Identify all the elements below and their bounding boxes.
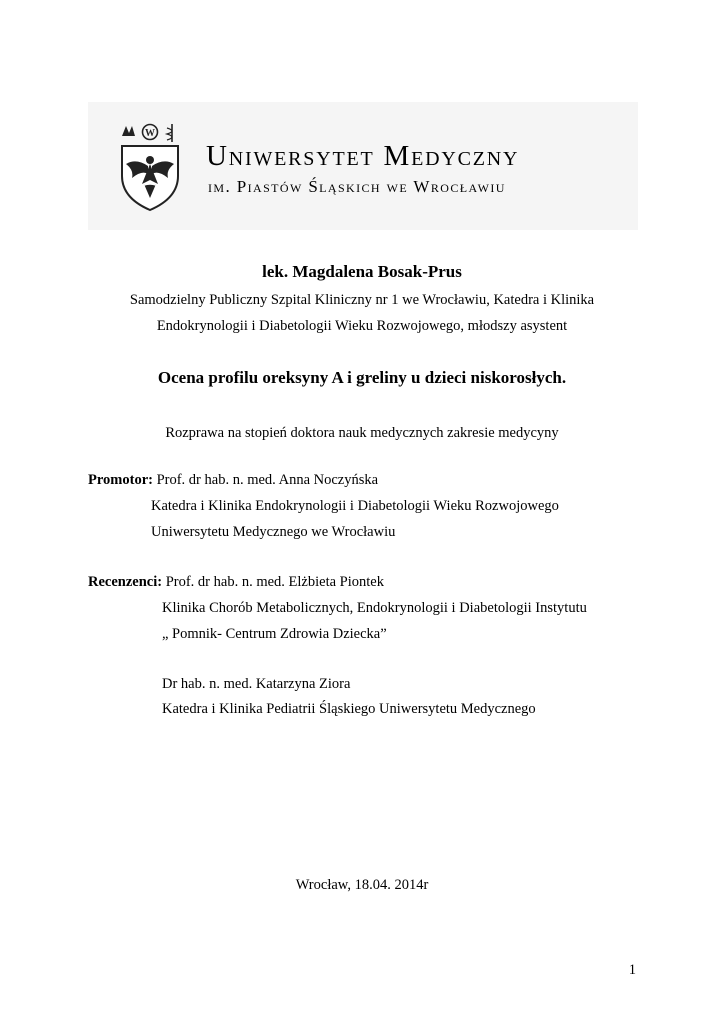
promotor-name: Prof. dr hab. n. med. Anna Noczyńska [152,472,379,488]
thesis-title: Ocena profilu oreksyny A i greliny u dzieci niskorosłych. [157,368,567,387]
reviewers-line [88,574,384,591]
reviewer-2-name: Dr hab. n. med. Katarzyna Ziora [162,676,351,692]
reviewer-1-name: Prof. dr hab. n. med. Elżbieta Piontek [162,574,384,590]
place-date: Wrocław, 18.04. 2014r [295,877,429,893]
university-crest-icon [116,122,184,212]
university-name: Uniwersytet Medyczny [206,140,520,172]
page-number: 1 [628,962,636,978]
reviewers-label: Recenzenci: [88,574,163,590]
promotor-line [88,472,378,489]
university-logo-banner [88,102,638,230]
reviewer-1-institute: „ Pomnik- Centrum Zdrowia Dziecka” [162,626,387,642]
reviewer-1-department: Klinika Chorób Metabolicznych, Endokrynologii i Diabetologii Instytutu [162,600,587,616]
promotor-university: Uniwersytetu Medycznego we Wrocławiu [151,524,396,540]
crest-letter: W [145,128,155,139]
university-subname: im. Piastów Śląskich we Wrocławiu [208,177,506,196]
affiliation-line-2: Endokrynologii i Diabetologii Wieku Rozwojowego, młodszy asystent [156,318,568,334]
thesis-subtitle: Rozprawa na stopień doktora nauk medycznych zakresie medycyny [165,425,559,441]
author-name: lek. Magdalena Bosak-Prus [262,262,462,281]
affiliation-line-1: Samodzielny Publiczny Szpital Kliniczny nr 1 we Wrocławiu, Katedra i Klinika [129,292,595,308]
reviewer-2-department: Katedra i Klinika Pediatrii Śląskiego Uniwersytetu Medycznego [162,701,536,717]
promotor-label: Promotor: [88,472,153,488]
promotor-department: Katedra i Klinika Endokrynologii i Diabetologii Wieku Rozwojowego [151,498,559,514]
